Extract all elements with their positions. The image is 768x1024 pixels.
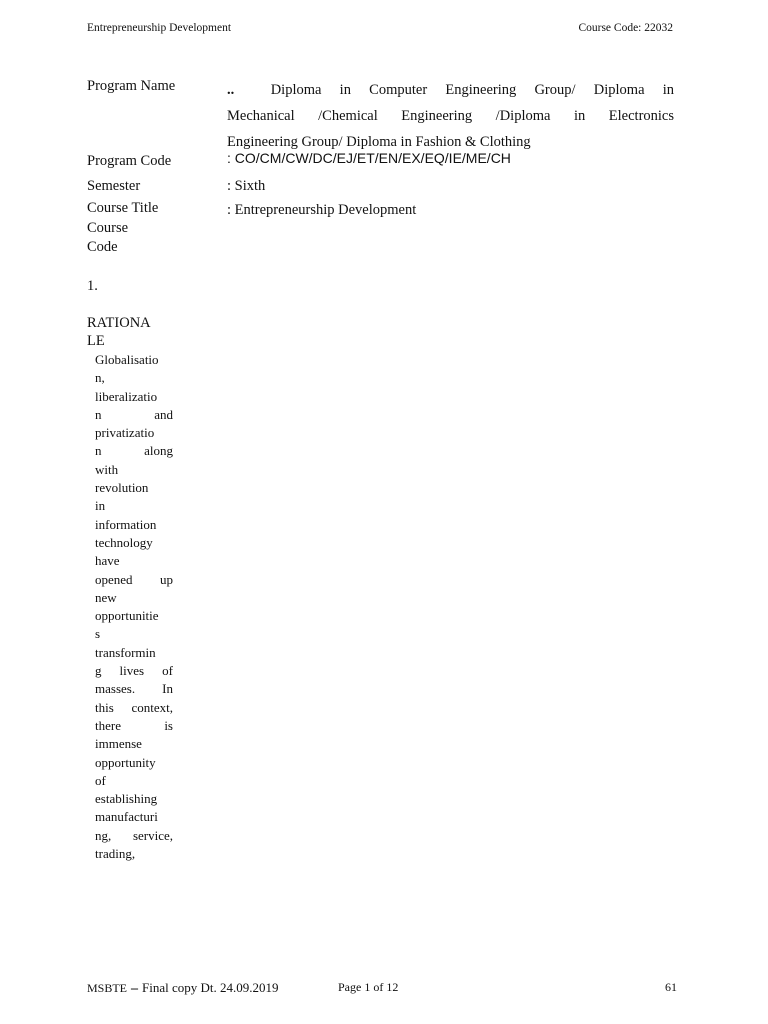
footer-page-indicator: Page 1 of 12 [338,980,399,994]
semester-value: : Sixth [227,178,266,194]
section-heading-rationale [87,314,177,350]
rationale-line: establishing [95,791,158,807]
section-number: 1. [87,278,98,294]
rationale-line: with [95,461,119,477]
rationale-line: Globalisatio [95,352,159,367]
course-title-value: : Entrepreneurship Development [227,202,417,218]
rationale-line: new [95,589,117,605]
rationale-paragraph [95,351,173,863]
rationale-line: opened up [95,571,173,587]
rationale-line: there is [95,717,173,733]
rationale-line: immense [95,736,142,752]
rationale-line: s [95,626,101,642]
running-header-title: Entrepreneurship Development [87,22,232,34]
footer-dash: – [131,981,139,996]
rationale-line: g lives of [95,663,173,679]
semester-label: Semester [87,178,141,194]
program-name-line-1-text: Diploma in Computer Engineering Group/ Diploma in [270,82,675,98]
program-name-value [227,77,674,155]
rationale-line: opportunity [95,754,156,770]
rationale-line: revolution [95,480,149,496]
rationale-line: transformin [95,644,156,660]
running-header-course-code: Course Code: 22032 [578,22,673,34]
footer-final-copy: Final copy Dt. 24.09.2019 [142,980,279,995]
rationale-line: opportunitie [95,608,159,624]
program-code-label: Program Code [87,153,172,169]
footer-page-number: 61 [665,980,677,994]
course-code-label-line-1: Course [87,220,129,236]
rationale-line: this context, [95,699,173,715]
program-name-line-2: Mechanical /Chemical Engineering /Diploma in Electronics [227,108,674,124]
rationale-line: n along [95,443,173,459]
rationale-line: liberalizatio [95,388,158,404]
rationale-line: of [95,772,106,788]
program-code-value: : CO/CM/CW/DC/EJ/ET/EN/EX/EQ/IE/ME/CH [227,150,511,166]
rationale-line: technology [95,534,153,550]
rationale-line: masses. In [95,681,173,697]
rationale-line: ng, service, [95,827,173,843]
rationale-line: trading, [95,846,136,862]
course-title-label: Course Title [87,200,159,216]
footer-org: MSBTE [87,981,128,995]
program-name-label: Program Name [87,78,176,94]
program-name-prefix: .. [227,82,235,98]
rationale-line: manufacturi [95,809,158,825]
rationale-line: n and [95,406,173,422]
program-name-line-3: Engineering Group/ Diploma in Fashion & Clothing [227,134,531,150]
rationale-line: n, [95,370,105,386]
footer-left [87,980,279,997]
course-code-label-line-2: Code [87,239,118,255]
section-heading-line-2: LE [87,333,105,349]
program-name-line-1 [227,77,674,103]
rationale-line: privatizatio [95,425,155,441]
rationale-line: have [95,553,120,569]
section-heading-line-1: RATIONA [87,315,151,331]
rationale-line: in [95,498,106,514]
rationale-line: information [95,516,157,532]
